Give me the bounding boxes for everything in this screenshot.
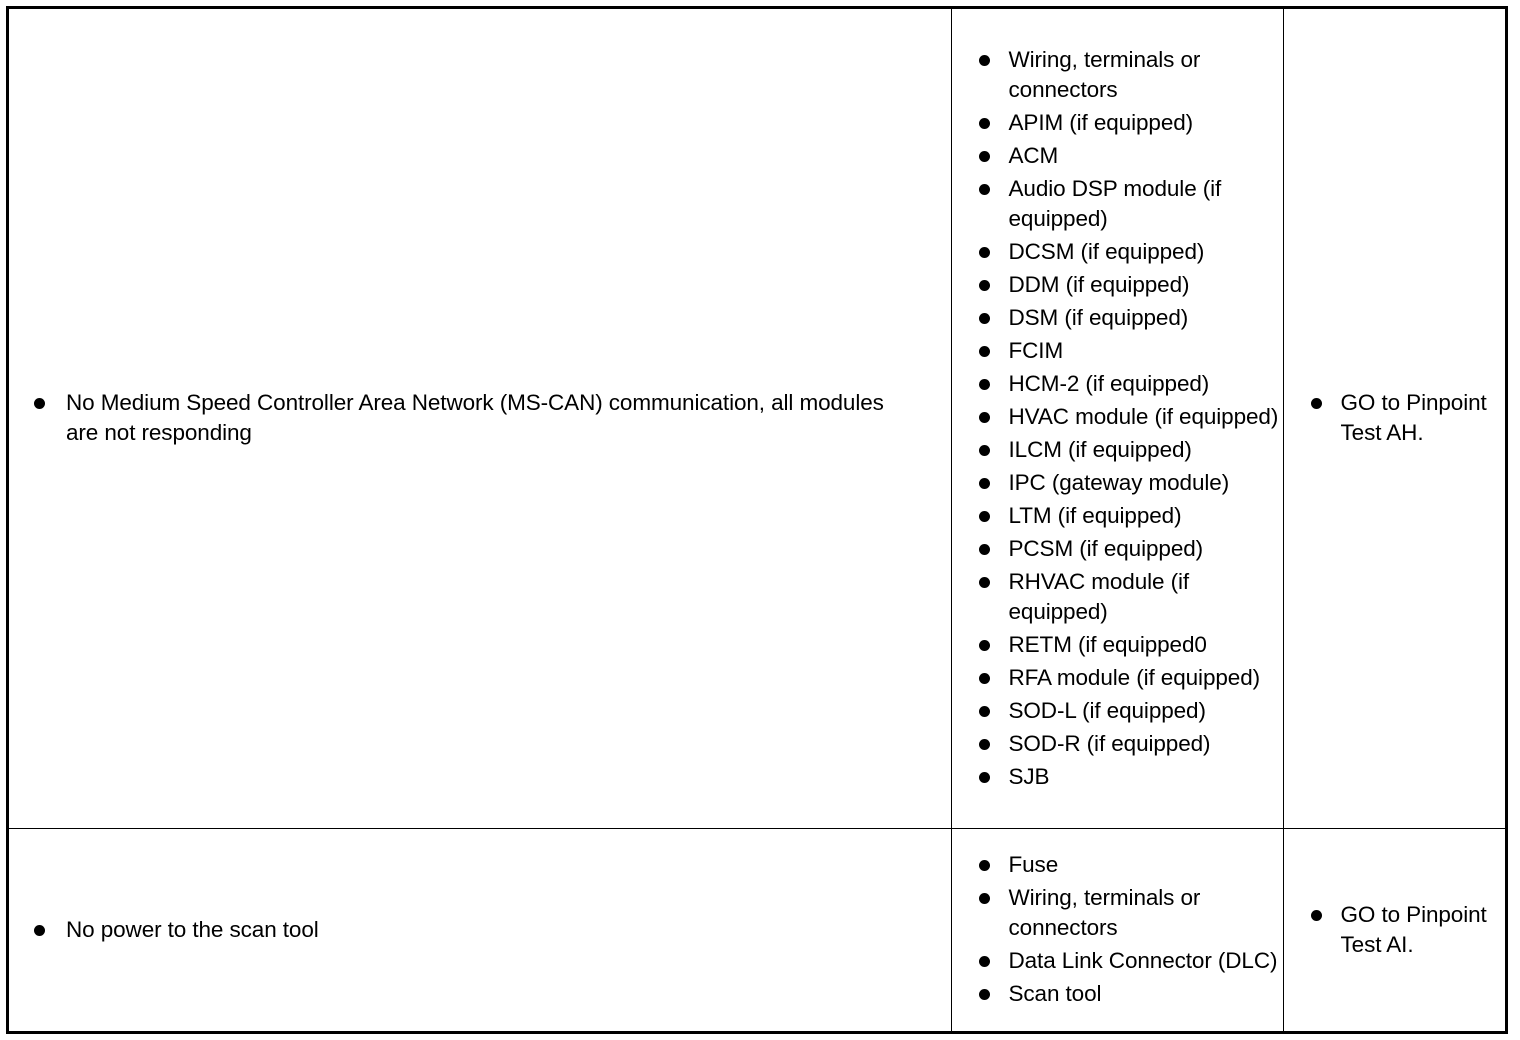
list-item (952, 336, 1283, 366)
list-item (952, 141, 1283, 171)
bullet-icon (979, 640, 990, 651)
symptom-list (9, 915, 951, 945)
possible-sources-cell (951, 9, 1283, 828)
source-text: HCM-2 (if equipped) (1008, 370, 1210, 396)
list-item (952, 468, 1283, 498)
bullet-icon (979, 544, 990, 555)
list-item (952, 369, 1283, 399)
table-row (9, 828, 1505, 1031)
bullet-icon (979, 860, 990, 871)
bullet-icon (979, 706, 990, 717)
list-item (952, 435, 1283, 465)
bullet-icon (979, 313, 990, 324)
list-item (952, 402, 1283, 432)
table-row (9, 9, 1505, 828)
possible-sources-cell (951, 828, 1283, 1031)
source-text: APIM (if equipped) (1008, 109, 1194, 135)
action-list (1284, 388, 1506, 448)
source-text: RETM (if equipped0 (1008, 631, 1207, 657)
source-text: ILCM (if equipped) (1008, 436, 1192, 462)
bullet-icon (979, 280, 990, 291)
bullet-icon (979, 412, 990, 423)
list-item (952, 45, 1283, 105)
bullet-icon (979, 772, 990, 783)
symptom-chart-table-frame (6, 6, 1508, 1034)
list-item (952, 883, 1283, 943)
symptom-list (9, 388, 951, 448)
bullet-icon (979, 118, 990, 129)
symptom-text: No Medium Speed Controller Area Network (MS-CAN) communication, all modules are not responding (66, 390, 884, 446)
source-text: RFA module (if equipped) (1008, 664, 1260, 690)
bullet-icon (1311, 910, 1322, 921)
bullet-icon (979, 673, 990, 684)
source-text: Audio DSP module (if equipped) (1008, 175, 1222, 231)
bullet-icon (979, 511, 990, 522)
list-item (1284, 388, 1506, 448)
source-text: IPC (gateway module) (1008, 469, 1230, 495)
bullet-icon (979, 346, 990, 357)
source-text: DDM (if equipped) (1008, 271, 1190, 297)
list-item (952, 270, 1283, 300)
source-text: Scan tool (1008, 981, 1102, 1007)
bullet-icon (34, 398, 45, 409)
symptom-text: No power to the scan tool (66, 916, 319, 942)
possible-sources-list (952, 850, 1283, 1009)
list-item (1284, 900, 1506, 960)
bullet-icon (979, 184, 990, 195)
bullet-icon (979, 151, 990, 162)
source-text: DCSM (if equipped) (1008, 238, 1205, 264)
action-cell (1283, 828, 1505, 1031)
list-item (952, 663, 1283, 693)
bullet-icon (1311, 398, 1322, 409)
list-item (952, 534, 1283, 564)
list-item (9, 915, 951, 945)
bullet-icon (979, 956, 990, 967)
source-text: HVAC module (if equipped) (1008, 403, 1279, 429)
bullet-icon (979, 739, 990, 750)
source-text: Wiring, terminals or connectors (1008, 46, 1201, 102)
list-item (952, 850, 1283, 880)
source-text: SOD-L (if equipped) (1008, 697, 1206, 723)
source-text: PCSM (if equipped) (1008, 535, 1204, 561)
list-item (952, 237, 1283, 267)
symptom-cell (9, 828, 951, 1031)
source-text: LTM (if equipped) (1008, 502, 1182, 528)
source-text: RHVAC module (if equipped) (1008, 568, 1190, 624)
bullet-icon (979, 379, 990, 390)
bullet-icon (979, 577, 990, 588)
bullet-icon (34, 925, 45, 936)
source-text: Wiring, terminals or connectors (1008, 885, 1201, 941)
source-text: Data Link Connector (DLC) (1008, 948, 1278, 974)
bullet-icon (979, 893, 990, 904)
list-item (952, 174, 1283, 234)
action-text: GO to Pinpoint Test AH. (1340, 390, 1487, 446)
source-text: SOD-R (if equipped) (1008, 730, 1211, 756)
possible-sources-list (952, 45, 1283, 792)
list-item (952, 303, 1283, 333)
list-item (952, 501, 1283, 531)
action-cell (1283, 9, 1505, 828)
list-item (952, 979, 1283, 1009)
bullet-icon (979, 55, 990, 66)
action-list (1284, 900, 1506, 960)
list-item (952, 108, 1283, 138)
bullet-icon (979, 478, 990, 489)
source-text: Fuse (1008, 852, 1059, 878)
list-item (952, 630, 1283, 660)
list-item (952, 696, 1283, 726)
bullet-icon (979, 989, 990, 1000)
list-item (952, 729, 1283, 759)
bullet-icon (979, 247, 990, 258)
list-item (952, 567, 1283, 627)
source-text: FCIM (1008, 337, 1064, 363)
list-item (9, 388, 951, 448)
symptom-chart-table (9, 9, 1505, 1031)
source-text: DSM (if equipped) (1008, 304, 1189, 330)
list-item (952, 946, 1283, 976)
symptom-cell (9, 9, 951, 828)
list-item (952, 762, 1283, 792)
action-text: GO to Pinpoint Test AI. (1340, 901, 1487, 957)
source-text: ACM (1008, 142, 1059, 168)
bullet-icon (979, 445, 990, 456)
source-text: SJB (1008, 763, 1050, 789)
